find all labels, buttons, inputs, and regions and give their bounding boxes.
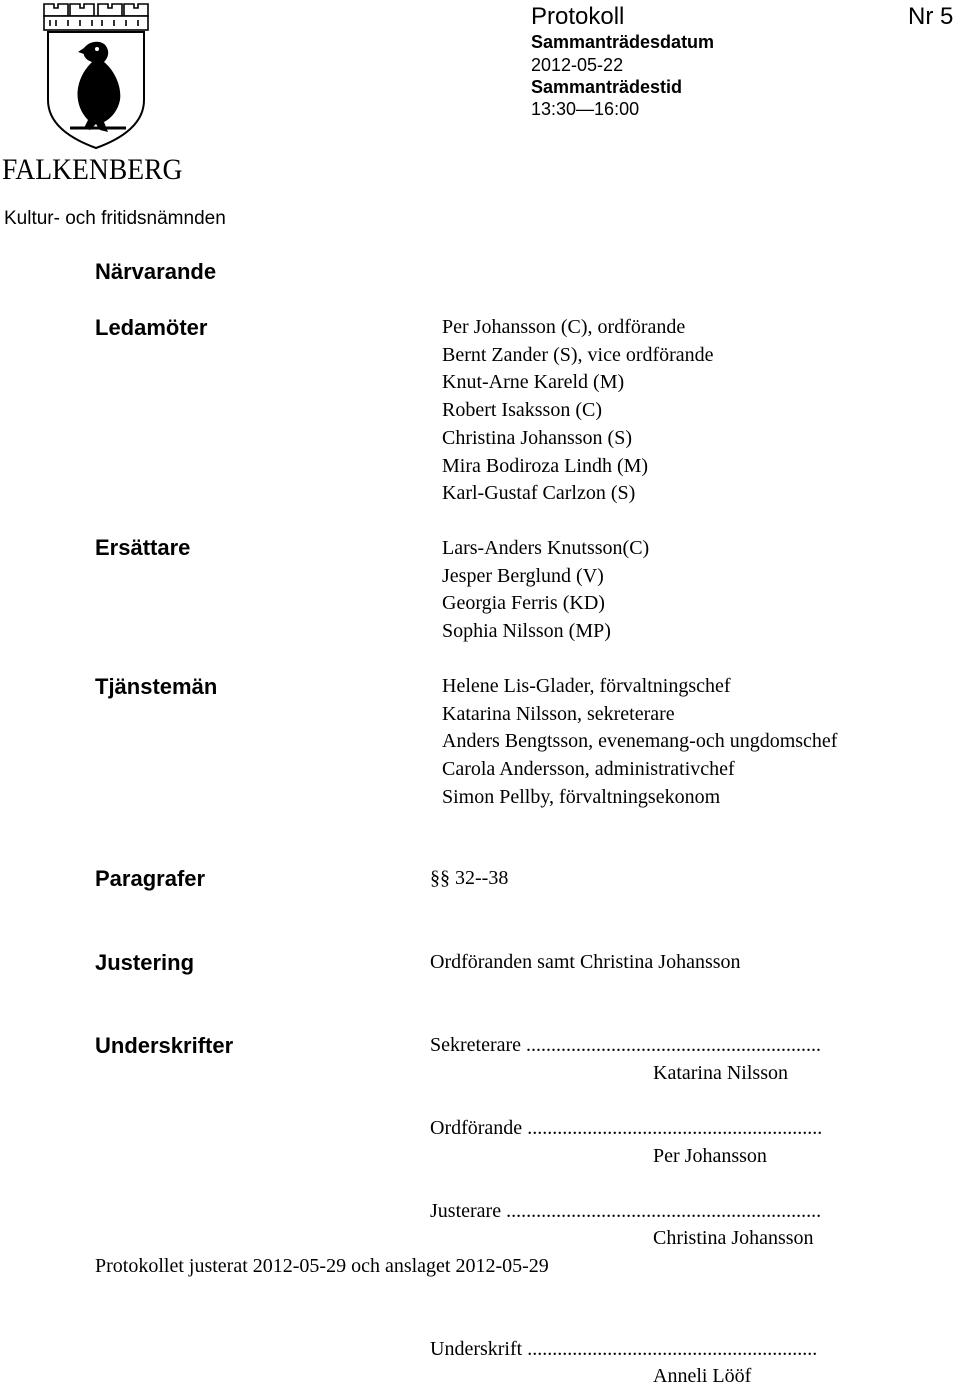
list-item: Knut-Arne Kareld (M) <box>442 371 625 394</box>
signature-role: Sekreterare <box>430 1034 522 1056</box>
signature-role: Underskrift <box>430 1338 523 1360</box>
list-item: Robert Isaksson (C) <box>442 399 602 422</box>
signature-role: Justerare <box>430 1200 502 1222</box>
signature-line-secretary <box>430 1032 821 1060</box>
list-item: Karl-Gustaf Carlzon (S) <box>442 482 636 505</box>
document-title: Protokoll <box>531 3 625 30</box>
adjustment-label: Justering <box>95 950 195 975</box>
list-item: Mira Bodiroza Lindh (M) <box>442 454 649 477</box>
list-item: Simon Pellby, förvaltningsekonom <box>442 785 721 808</box>
present-heading: Närvarande <box>95 259 217 284</box>
signature-dots: ........................................................... <box>527 1117 823 1139</box>
protocol-note: Protokollet justerat 2012-05-29 och anslaget 2012-05-29 <box>95 1255 549 1277</box>
document-number: Nr 5 <box>908 3 954 30</box>
meeting-date-value: 2012-05-22 <box>531 55 624 75</box>
substitutes-list <box>442 535 649 646</box>
meeting-date-label: Sammanträdesdatum <box>531 32 715 52</box>
signature-name: Per Johansson <box>653 1145 767 1167</box>
signature-dots: .......................................................... <box>527 1338 818 1360</box>
signature-name: Anneli Lööf <box>653 1365 752 1387</box>
signature-role: Ordförande <box>430 1117 523 1139</box>
coat-of-arms <box>40 0 152 150</box>
officials-label: Tjänstemän <box>95 674 218 699</box>
list-item: Anders Bengtsson, evenemang-och ungdomschef <box>442 730 838 753</box>
signature-name: Christina Johansson <box>653 1227 814 1249</box>
paragraphs-label: Paragrafer <box>95 866 206 891</box>
committee-name: Kultur- och fritidsnämnden <box>4 208 226 229</box>
signature-dots: ............................................................... <box>506 1200 822 1222</box>
signature-name: Katarina Nilsson <box>653 1062 788 1084</box>
list-item: Jesper Berglund (V) <box>442 564 604 587</box>
list-item: Sophia Nilsson (MP) <box>442 620 611 643</box>
signatures-label: Underskrifter <box>95 1033 234 1058</box>
list-item: Helene Lis-Glader, förvaltningschef <box>442 675 731 697</box>
members-list <box>442 314 714 508</box>
list-item: Carola Andersson, administrativchef <box>442 758 735 781</box>
signature-line-adjuster <box>430 1198 821 1226</box>
falcon-coat-of-arms-icon <box>40 0 152 150</box>
list-item: Christina Johansson (S) <box>442 426 632 449</box>
meeting-time-label: Sammanträdestid <box>531 77 683 97</box>
paragraphs-value: §§ 32--38 <box>430 867 509 889</box>
list-item: Katarina Nilsson, sekreterare <box>442 702 675 725</box>
signature-dots: ........................................................... <box>526 1034 822 1056</box>
list-item: Lars-Anders Knutsson(C) <box>442 537 650 559</box>
list-item: Georgia Ferris (KD) <box>442 592 605 615</box>
substitutes-label: Ersättare <box>95 535 191 560</box>
meeting-time-value: 13:30—16:00 <box>531 99 640 119</box>
logo-wordmark: FALKENBERG <box>2 153 183 186</box>
adjustment-value: Ordföranden samt Christina Johansson <box>430 951 741 973</box>
signature-line-chair <box>430 1115 822 1143</box>
signature-line-final <box>430 1336 817 1364</box>
members-label: Ledamöter <box>95 315 208 340</box>
list-item: Per Johansson (C), ordförande <box>442 316 686 338</box>
list-item: Bernt Zander (S), vice ordförande <box>442 343 714 366</box>
officials-list <box>442 673 837 812</box>
